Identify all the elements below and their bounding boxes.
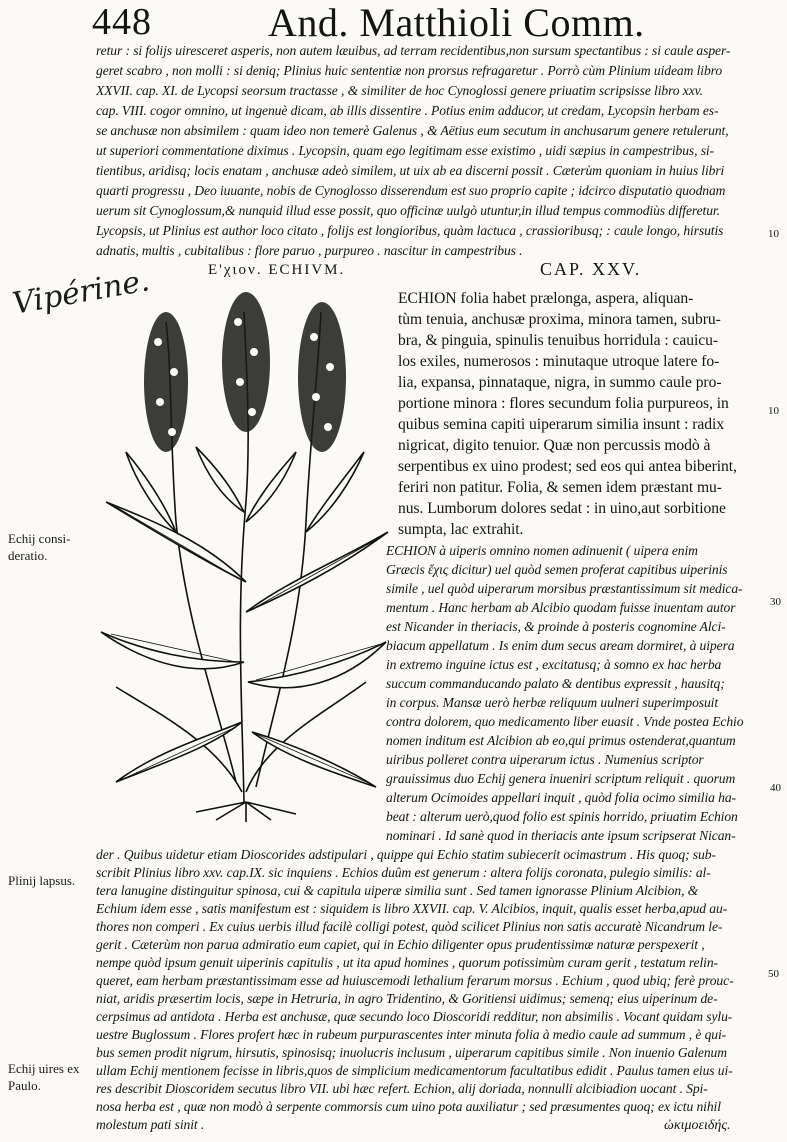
text-line: tientibus, aridisq; locis enatam , anchusæ adeò similem, ut uix ab ea discerni possit . Cæterùm quoniam in huius libri	[96, 163, 725, 178]
text-line: bra, & pinguia, spinulis tenuibus horridula : cauicu-	[398, 332, 718, 349]
line-number: 40	[770, 782, 781, 794]
side-note: Plinij lapsus.	[8, 873, 76, 888]
text-line: adnatis, multis , cubitalibus : flore paruo , purpureo . nascitur in campestribus .	[96, 243, 523, 258]
text-line: Græcis ἔχις dicitur) uel quòd semen proferat capitibus uiperinis	[386, 562, 728, 577]
text-line: grauissimus duo Echij genera inueniri scriptum reliquit . quorum	[386, 771, 736, 786]
running-head: And. Matthioli Comm.	[268, 0, 645, 45]
handwritten-annotation: Vipérine.	[9, 263, 153, 322]
text-line: contra dolorem, quo medicamento liber euasit . Vnde postea Echio	[386, 714, 744, 729]
text-line: nominari . Id sanè quod in theriacis ante ipsum scripserat Nican-	[386, 828, 736, 843]
text-line: portione minora : flores secundum folia purpureos, in	[398, 395, 729, 412]
side-note: Echij uires ex	[8, 1061, 80, 1076]
text-line: sumpta, lac extrahit.	[398, 521, 524, 538]
side-note: Paulo.	[8, 1078, 41, 1093]
text-line: XXVII. cap. XI. de Lycopsi seorsum tractasse , & similiter de hoc Cynoglossi genere priuatim scripsisse libro xxv.	[96, 83, 703, 98]
text-line: in corpus. Mansæ uerò herbæ reliquum uulneri superimposuit	[386, 695, 719, 710]
footer-greek-word: ὠκιμοειδής.	[664, 1118, 731, 1133]
text-line: res describit Dioscoridem secutus libro VII. ubi hæc refert. Echion, alij doriada, nonnulli alcibiadion uocant . Spi-	[96, 1081, 708, 1096]
text-line: uestre Buglossum . Flores profert hæc in rubeum purpurascentes inter minuta folia à medio caule ad summum , è qui-	[96, 1027, 727, 1042]
text-line: gerit . Cæterùm non parua admiratio eum capiet, qui in Echio diligenter opus prudentissimæ naturæ perspexerit ,	[96, 937, 705, 952]
text-line: niat, aridis præsertim locis, sæpe in Hetruria, in agro Tridentino, & Goritiensi uidimus; semenq; eius uiperinum de-	[96, 991, 718, 1006]
line-number: 10	[768, 405, 779, 417]
text-line: mentum . Hanc herbam ab Alcibio quodam fuisse inuentam autor	[386, 600, 736, 615]
text-line: feriri non patitur. Folia, & semen idem præstant mu-	[398, 479, 722, 496]
text-line: alterum Ocimoides appellari inquit , quòd folia ocimo similia ha-	[386, 790, 736, 805]
text-line: nigricat, digito tenuior. Quæ non percussis modò à	[398, 437, 711, 454]
text-line: tera lanugine distinguitur spinosa, cui & capitula uiperæ similia sunt . Sed tamen ignorasse Plinium Alcibion, &	[96, 883, 699, 898]
text-line: molestum pati sinit .	[96, 1117, 205, 1132]
text-line: tùm tenuia, anchusæ proxima, minora tamen, subru-	[398, 311, 721, 328]
text-line: der . Quibus uidetur etiam Dioscorides adstipulari , quippe qui Echio statim subiecerit ocimastrum . His quoq; sub-	[96, 847, 716, 862]
text-line: los exiles, numerosos : minutaque utroque latere fo-	[398, 353, 720, 370]
text-line: cap. VIII. cogor omnino, ut ingenuè dicam, ab illis dissentire . Potius enim adducor, ut credam, Lycopsin herbam es-	[96, 103, 719, 118]
text-line: scribit Plinius libro xxv. cap.IX. sic inquiens . Echios duûm est generum : altera folijs coronata, pulegio similis: al-	[96, 865, 711, 880]
text-line: in extremo inguine ictus est , excitatusq; à somno ex hac herba	[386, 657, 722, 672]
text-line: est Nicander in theriacis, & proinde à posteris cognomine Alci-	[386, 619, 726, 634]
text-line: thores non comperi . Ex cuius uerbis illud facilè colligi potest, quòd scilicet Plinius non satis accuratè Nicandrum le-	[96, 919, 723, 934]
text-line: geret scabro , non molli : si deniq; Plinius huic sententiæ non prorsus refragaretur . Porrò cùm Plinium uideam libro	[96, 63, 723, 78]
line-number: 50	[768, 968, 779, 980]
text-line: nomen inditum est Alcibion ab eo,qui primus ostenderat,quantum	[386, 733, 736, 748]
text-line: ut superiori commentatione diximus . Lycopsin, quam ego legitimam esse existimo , uidi sæpius in campestribus, si-	[96, 143, 714, 158]
text-line: quarti progressu , Deo iuuante, nobis de Cynoglosso disserendum est suo proprio capite ; idcirco disputatio quodnam	[96, 183, 726, 198]
figure-caption: Ε'χιον. ECHIVM.	[208, 262, 346, 278]
text-line: ECHION folia habet prælonga, aspera, aliquan-	[398, 290, 694, 307]
text-line: biacum appellatum . Is enim dum secus aream dormiret, à uipera	[386, 638, 735, 653]
text-line: nempe quòd ipsum genuit uiperinis capitulis , ut ita apud homines , quorum potissimùm curam gerit , testatum relin-	[96, 955, 718, 970]
text-line: se anchusæ non absimilem : quam ideo non temerè Galenus , & Aëtius eum secutum in anchusarum genere retulerunt,	[96, 123, 729, 138]
side-note: Echij consi-	[8, 531, 71, 546]
text-line: nosa herba est , quæ non modò à serpente commorsis cum uino pota auxiliatur ; sed præsumentes quoq; ex ictu nihil	[96, 1099, 721, 1114]
line-number: 30	[770, 596, 781, 608]
line-number: 10	[768, 228, 779, 240]
side-note: deratio.	[8, 548, 48, 563]
text-line: succum commanducando palato & dentibus expressit , hausitq;	[386, 676, 725, 691]
text-line: simile , uel quòd uiperarum morsibus præstantissimum sit medica-	[386, 581, 743, 596]
text-line: beat : alterum uerò,quod folio est spinis horrido, priuatim Echion	[386, 809, 738, 824]
text-line: quibus semina capiti uiperarum similia insunt : radix	[398, 416, 725, 433]
text-line: queret, eam herbam præstantissimam esse ad huiuscemodi lethalium ferarum morsus . Echium , quod ubiq; ferè prouc-	[96, 973, 734, 988]
text-line: Lycopsis, ut Plinius est author loco citato , folijs est longioribus, quàm lactuca , crassioribusq; : caule longo, hirsutis	[96, 223, 724, 238]
page-number: 448	[92, 1, 152, 43]
chapter-heading: CAP. XXV.	[540, 259, 642, 279]
text-line: ECHION à uiperis omnino nomen adinuenit ( uipera enim	[386, 543, 698, 558]
text-line: ullam Echij mentionem fecisse in libris,quos de simplicium medicamentorum facultatibus edidit . Paulus tamen eius ui-	[96, 1063, 733, 1078]
text-line: uerum sit Cynoglossum,& nunquid illud esse possit, quo officinæ uulgò utuntur,in illud tempus commodiùs differetur.	[96, 203, 720, 218]
text-line: cerpsimus ad antidota . Herba est anchusæ, quæ secundo loco Dioscoridi redditur, non absimilis . Vocant quidam sylu-	[96, 1009, 733, 1024]
text-line: lia, expansa, pinnataque, nigra, in summo caule pro-	[398, 374, 722, 391]
text-line: uiribus polleret contra uiperarum ictus . Numenius scriptor	[386, 752, 704, 767]
text-line: Echium idem esse , satis manifestum est : siquidem is libro XXVII. cap. V. Alcibios, inquit, qualis esset herba,apud au-	[96, 901, 728, 916]
text-line: nus. Lumborum dolores sedat : in uino,aut sorbitione	[398, 500, 726, 517]
text-line: bus semen prodit nigrum, hirsutis, spinosisq; inuolucris inclusum , uiperarum capitibus simile . Non inuenio Galenum	[96, 1045, 727, 1060]
text-line: retur : si folijs uiresceret asperis, non autem læuibus, ad terram recidentibus,non sursum spectantibus : si caule asper-	[96, 43, 731, 58]
echium-woodcut-illustration	[96, 282, 392, 822]
text-line: serpentibus ex uino prodest; sed eos qui antea biberint,	[398, 458, 737, 475]
